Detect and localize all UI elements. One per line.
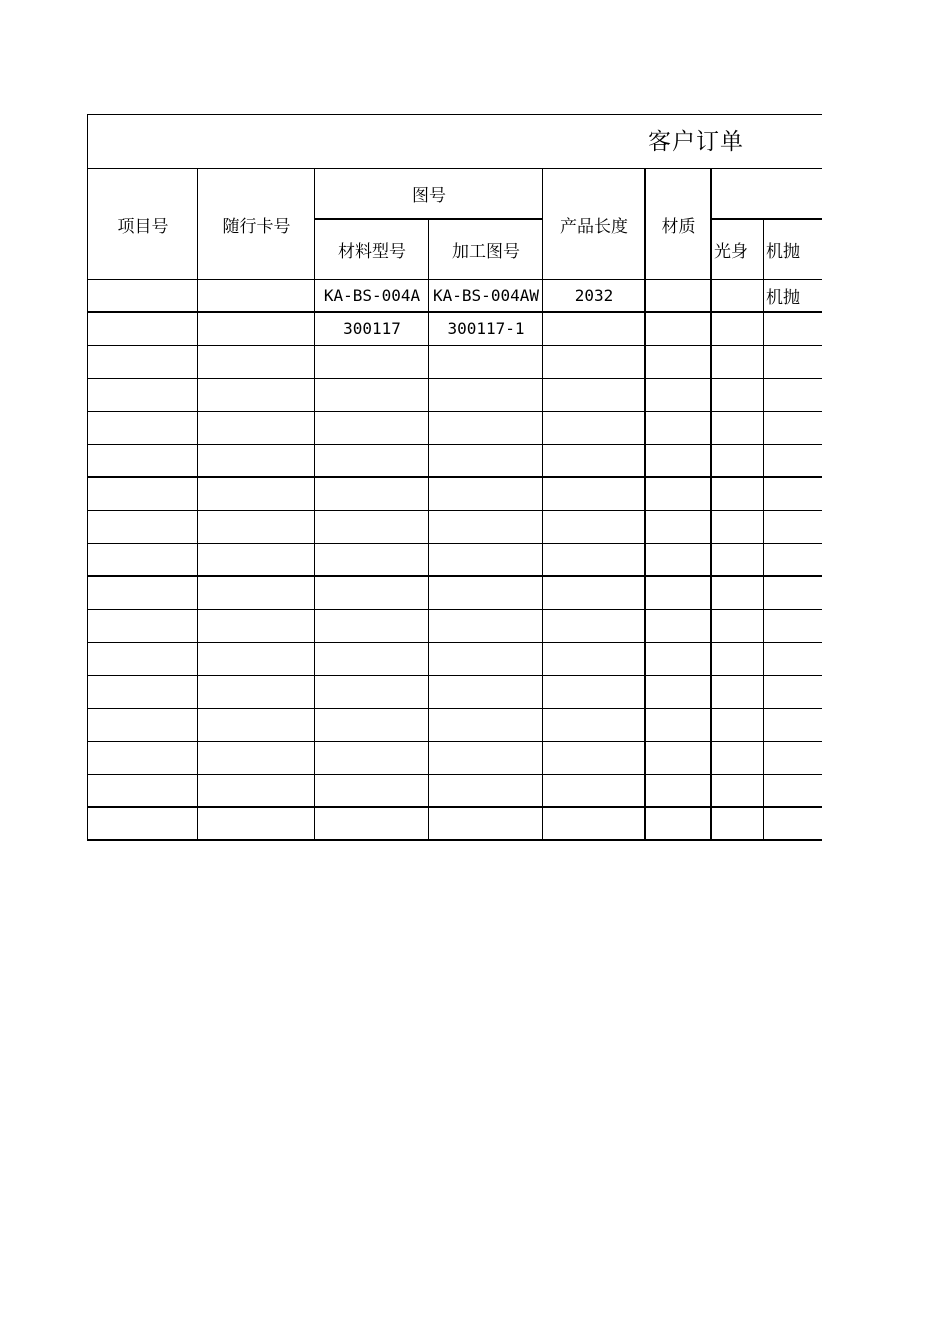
cell-material [644, 675, 711, 709]
cell-length [542, 807, 645, 841]
cell-material-model [314, 345, 429, 379]
cell-machine-polish [763, 708, 822, 742]
cell-material [644, 312, 711, 346]
cell-card-no [197, 444, 315, 478]
cell-process-drawing [428, 477, 543, 511]
cell-item-no [87, 741, 198, 775]
cell-length [542, 609, 645, 643]
cell-bright [710, 378, 764, 412]
header-card-no: 随行卡号 [197, 169, 315, 280]
cell-item-no [87, 675, 198, 709]
cell-item-no [87, 510, 198, 544]
cell-material-model: 300117 [314, 312, 429, 346]
cell-machine-polish [763, 477, 822, 511]
cell-material [644, 444, 711, 478]
cell-machine-polish [763, 444, 822, 478]
cell-process-drawing [428, 543, 543, 577]
cell-material-model [314, 774, 429, 808]
cell-machine-polish [763, 312, 822, 346]
cell-card-no [197, 477, 315, 511]
header-material: 材质 [644, 169, 711, 280]
cell-card-no [197, 312, 315, 346]
cell-machine-polish [763, 510, 822, 544]
cell-material-model [314, 576, 429, 610]
cell-process-drawing: KA-BS-004AW [428, 279, 543, 313]
cell-bright [710, 576, 764, 610]
cell-material-model [314, 807, 429, 841]
title-row [87, 114, 822, 169]
cell-process-drawing [428, 345, 543, 379]
cell-bright [710, 741, 764, 775]
cell-material [644, 807, 711, 841]
cell-bright [710, 345, 764, 379]
cell-item-no [87, 708, 198, 742]
cell-item-no [87, 378, 198, 412]
header-process-drawing: 加工图号 [428, 219, 543, 280]
cell-bright [710, 774, 764, 808]
cell-material [644, 741, 711, 775]
cell-material-model [314, 609, 429, 643]
cell-process-drawing [428, 609, 543, 643]
cell-card-no [197, 675, 315, 709]
cell-material [644, 774, 711, 808]
cell-machine-polish [763, 576, 822, 610]
cell-material-model [314, 675, 429, 709]
cell-item-no [87, 444, 198, 478]
header-drawing-no: 图号 [314, 169, 543, 220]
cell-length: 2032 [542, 279, 645, 313]
cell-item-no [87, 279, 198, 313]
cell-card-no [197, 609, 315, 643]
cell-item-no [87, 543, 198, 577]
cell-card-no [197, 708, 315, 742]
order-sheet [87, 114, 822, 838]
cell-process-drawing [428, 774, 543, 808]
cell-bright [710, 642, 764, 676]
cell-machine-polish [763, 741, 822, 775]
cell-item-no [87, 411, 198, 445]
cell-process-drawing [428, 510, 543, 544]
cell-machine-polish [763, 411, 822, 445]
cell-material-model [314, 378, 429, 412]
cell-material-model [314, 444, 429, 478]
cell-bright [710, 675, 764, 709]
cell-item-no [87, 312, 198, 346]
cell-item-no [87, 609, 198, 643]
cell-item-no [87, 345, 198, 379]
cell-machine-polish [763, 642, 822, 676]
cell-material [644, 477, 711, 511]
cell-bright [710, 477, 764, 511]
cell-process-drawing [428, 444, 543, 478]
header-item-no: 项目号 [87, 169, 198, 280]
cell-process-drawing [428, 642, 543, 676]
cell-length [542, 642, 645, 676]
cell-item-no [87, 774, 198, 808]
cell-length [542, 708, 645, 742]
cell-machine-polish [763, 543, 822, 577]
cell-card-no [197, 510, 315, 544]
cell-bright [710, 609, 764, 643]
cell-card-no [197, 378, 315, 412]
cell-bright [710, 444, 764, 478]
cell-material-model [314, 543, 429, 577]
page-title: 客户订单 [648, 129, 744, 155]
cell-process-drawing [428, 378, 543, 412]
cell-length [542, 576, 645, 610]
cell-material [644, 510, 711, 544]
cell-material-model [314, 477, 429, 511]
cell-material [644, 279, 711, 313]
cell-card-no [197, 279, 315, 313]
cell-card-no [197, 543, 315, 577]
cell-length [542, 675, 645, 709]
cell-card-no [197, 411, 315, 445]
cell-bright [710, 510, 764, 544]
cell-material [644, 411, 711, 445]
cell-material-model [314, 642, 429, 676]
cell-machine-polish [763, 774, 822, 808]
cell-bright [710, 312, 764, 346]
cell-length [542, 543, 645, 577]
cell-process-drawing [428, 675, 543, 709]
cell-process-drawing: 300117-1 [428, 312, 543, 346]
cell-length [542, 411, 645, 445]
cell-material [644, 708, 711, 742]
cell-bright [710, 708, 764, 742]
cell-machine-polish [763, 609, 822, 643]
cell-bright [710, 411, 764, 445]
cell-machine-polish [763, 345, 822, 379]
cell-card-no [197, 774, 315, 808]
cell-card-no [197, 741, 315, 775]
cell-item-no [87, 576, 198, 610]
cell-length [542, 378, 645, 412]
cell-card-no [197, 576, 315, 610]
cell-material [644, 378, 711, 412]
cell-material-model [314, 708, 429, 742]
cell-length [542, 444, 645, 478]
cell-bright [710, 807, 764, 841]
cell-length [542, 477, 645, 511]
cell-machine-polish [763, 378, 822, 412]
cell-length [542, 774, 645, 808]
header-bright: 光身 [710, 219, 764, 280]
header-surface-group [710, 169, 822, 220]
cell-machine-polish [763, 675, 822, 709]
cell-material-model: KA-BS-004A [314, 279, 429, 313]
cell-material [644, 543, 711, 577]
cell-item-no [87, 642, 198, 676]
cell-process-drawing [428, 411, 543, 445]
cell-machine-polish [763, 807, 822, 841]
cell-bright [710, 279, 764, 313]
cell-card-no [197, 345, 315, 379]
cell-card-no [197, 807, 315, 841]
cell-process-drawing [428, 807, 543, 841]
cell-material [644, 345, 711, 379]
cell-bright [710, 543, 764, 577]
cell-material [644, 609, 711, 643]
header-machine-polish: 机抛 [763, 219, 822, 280]
cell-material [644, 642, 711, 676]
cell-process-drawing [428, 576, 543, 610]
cell-process-drawing [428, 708, 543, 742]
cell-material-model [314, 411, 429, 445]
cell-card-no [197, 642, 315, 676]
cell-item-no [87, 807, 198, 841]
cell-material-model [314, 510, 429, 544]
cell-machine-polish: 机抛 [763, 279, 822, 313]
cell-process-drawing [428, 741, 543, 775]
cell-length [542, 312, 645, 346]
header-length: 产品长度 [542, 169, 645, 280]
cell-length [542, 741, 645, 775]
cell-item-no [87, 477, 198, 511]
cell-material-model [314, 741, 429, 775]
cell-length [542, 510, 645, 544]
header-material-model: 材料型号 [314, 219, 429, 280]
cell-material [644, 576, 711, 610]
cell-length [542, 345, 645, 379]
